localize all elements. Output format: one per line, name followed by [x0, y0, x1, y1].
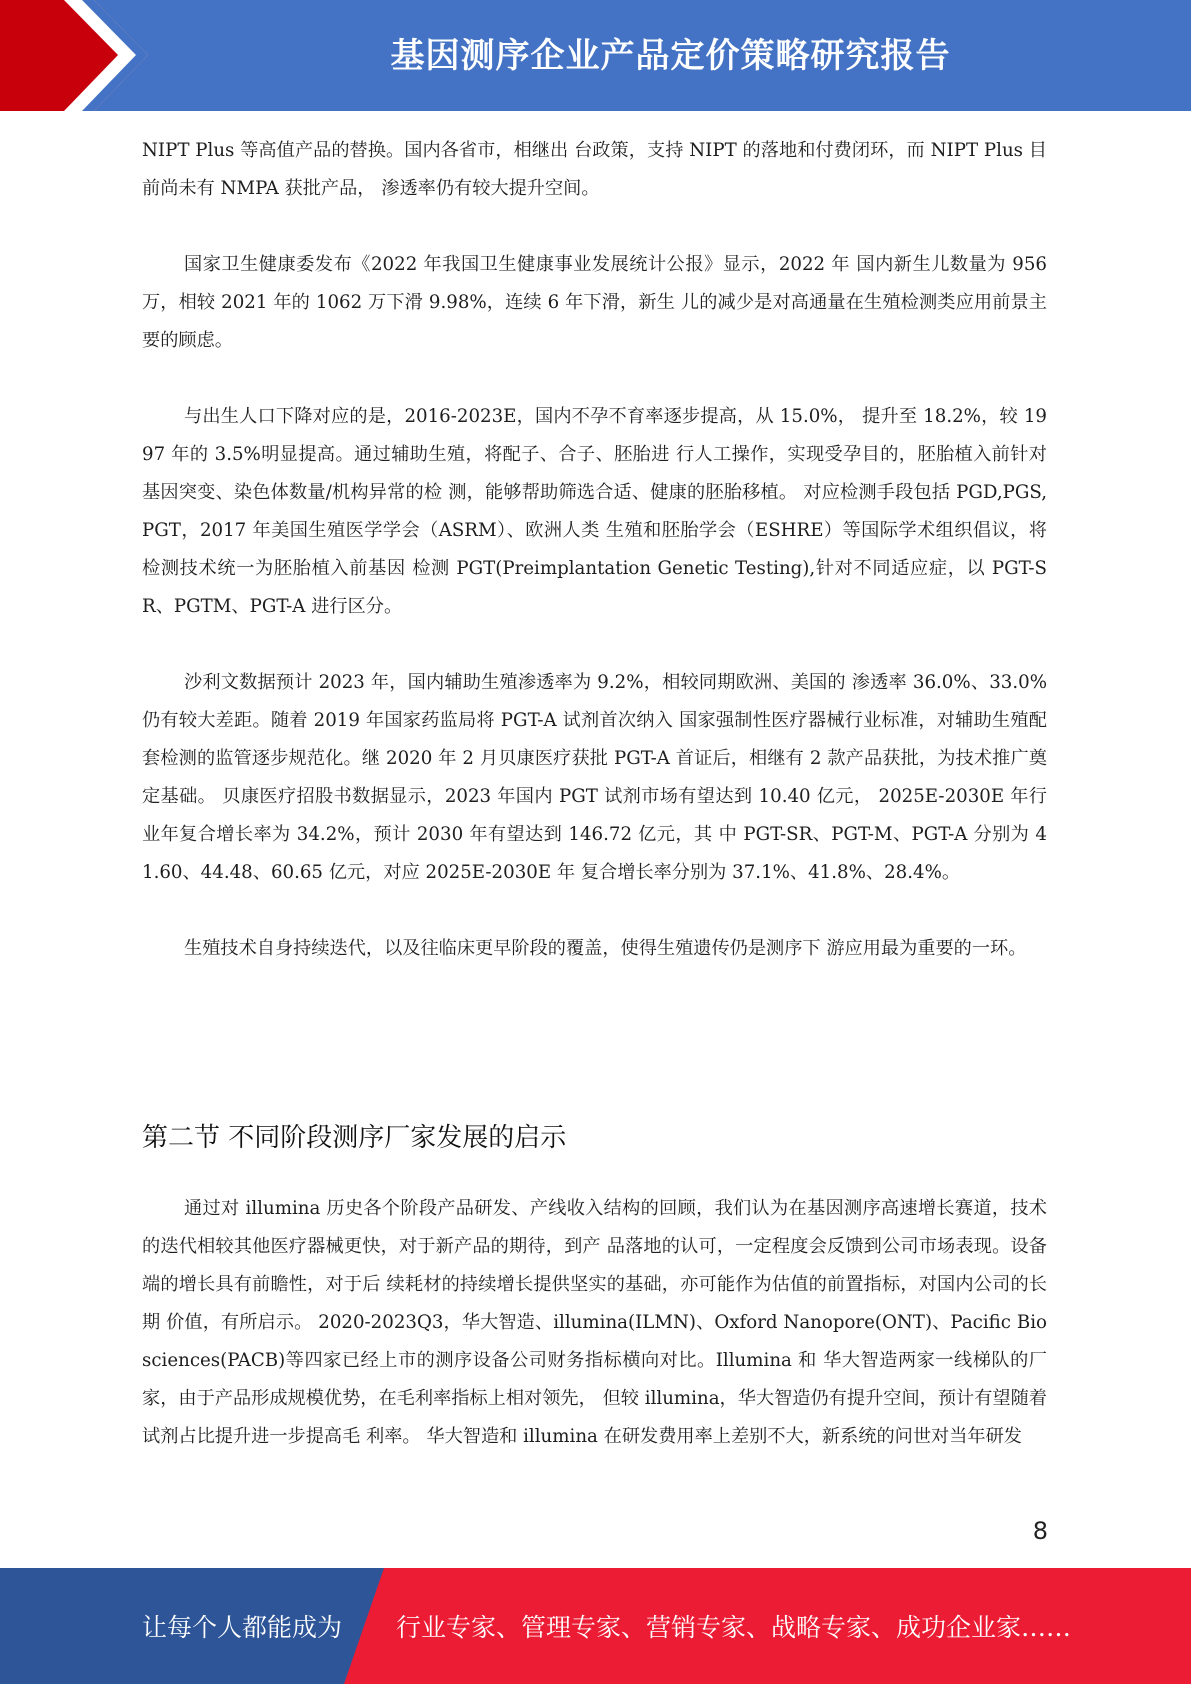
section-heading: 第二节 不同阶段测序厂家发展的启示	[142, 1123, 567, 1153]
paragraph-1: NIPT Plus 等高值产品的替换。国内各省市，相继出 台政策，支持 NIPT 的落地和付费闭环，而 NIPT Plus 目前尚未有 NMPA 获批产品， 渗透率仍有较大提升空间。	[142, 140, 1047, 199]
header-chevron-logo	[0, 0, 160, 111]
main-content	[142, 132, 1047, 1006]
paragraph-5: 生殖技术自身持续迭代，以及往临床更早阶段的覆盖，使得生殖遗传仍是测序下 游应用最为重要的一环。	[184, 938, 1027, 959]
section-content	[142, 1190, 1047, 1494]
paragraph-3: 与出生人口下降对应的是，2016-2023E，国内不孕不育率逐步提高，从 15.0%， 提升至 18.2%，较 1997 年的 3.5%明显提高。通过辅助生殖，将配子、合子、胚胎进 行人工操作，实现受孕目的，胚胎植入前针对基因突变、染色体数量/机构异常的检 测，能够帮助筛选合适、健康的胚胎移植。 对应检测手段包括 PGD,PGS,PGT，2017 年美国生殖医学学会（ASRM）、欧洲人类 生殖和胚胎学会（ESHRE）等国际学术组织倡议，将检测技术统一为胚胎植入前基因 检测 PGT(Preimplantation Genetic Testing),针对不同适应症，以 PGT-SR、PGTM、PGT-A 进行区分。	[142, 406, 1047, 617]
footer-slogan-left: 让每个人都能成为	[142, 1613, 343, 1642]
header-title: 基因测序企业产品定价策略研究报告	[390, 35, 951, 76]
section-paragraph: 通过对 illumina 历史各个阶段产品研发、产线收入结构的回顾，我们认为在基因测序高速增长赛道，技术的迭代相较其他医疗器械更快，对于新产品的期待，到产 品落地的认可，一定程度会反馈到公司市场表现。设备端的增长具有前瞻性，对于后 续耗材的持续增长提供坚实的基础，亦可能作为估值的前置指标，对国内公司的长期 价值，有所启示。 2020-2023Q3，华大智造、illumina(ILMN)、Oxford Nanopore(ONT)、Pacific Biosciences(PACB)等四家已经上市的测序设备公司财务指标横向对比。Illumina 和 华大智造两家一线梯队的厂家，由于产品形成规模优势，在毛利率指标上相对领先， 但较 illumina，华大智造仍有提升空间，预计有望随着试剂占比提升进一步提高毛 利率。 华大智造和 illumina 在研发费用率上差别不大，新系统的问世对当年研发	[142, 1198, 1047, 1447]
paragraph-2: 国家卫生健康委发布《2022 年我国卫生健康事业发展统计公报》显示，2022 年 国内新生儿数量为 956 万，相较 2021 年的 1062 万下滑 9.98%，连续 6 年下滑，新生 儿的减少是对高通量在生殖检测类应用前景主要的顾虑。	[142, 254, 1047, 351]
footer-slogan-right: 行业专家、管理专家、营销专家、战略专家、成功企业家……	[396, 1613, 1072, 1642]
page-header	[0, 0, 1191, 111]
paragraph-4: 沙利文数据预计 2023 年，国内辅助生殖渗透率为 9.2%，相较同期欧洲、美国的 渗透率 36.0%、33.0%仍有较大差距。随着 2019 年国家药监局将 PGT-A 试剂首次纳入 国家强制性医疗器械行业标准，对辅助生殖配套检测的监管逐步规范化。继 2020 年 2 月贝康医疗获批 PGT-A 首证后，相继有 2 款产品获批，为技术推广奠定基础。 贝康医疗招股书数据显示，2023 年国内 PGT 试剂市场有望达到 10.40 亿元， 2025E-2030E 年行业年复合增长率为 34.2%，预计 2030 年有望达到 146.72 亿元，其 中 PGT-SR、PGT-M、PGT-A 分别为 41.60、44.48、60.65 亿元，对应 2025E-2030E 年 复合增长率分别为 37.1%、41.8%、28.4%。	[142, 672, 1047, 883]
page-number: 8	[1032, 1517, 1048, 1545]
page-footer	[0, 1568, 1191, 1684]
